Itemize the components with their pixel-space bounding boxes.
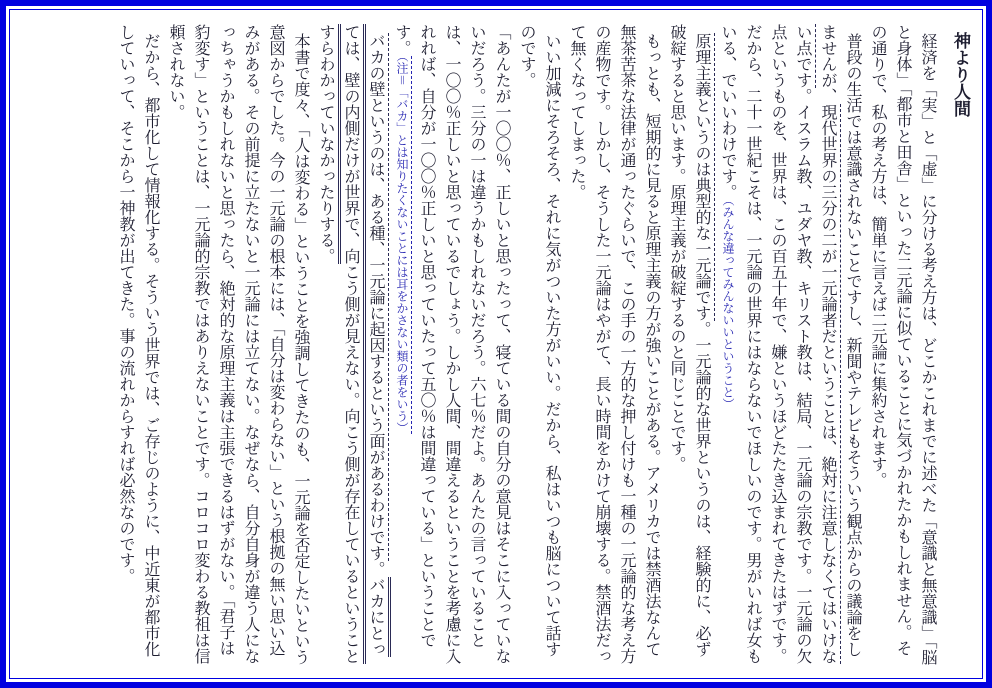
paragraph: [515, 24, 565, 666]
emphasized-text: 現代世界の三分の二が一元論者だということは、絶対に注意しなくてはいけない点です: [794, 24, 841, 664]
body-text: 。一元論的な世界というのは、経験的に、必ず破綻すると思います。原理主義が破綻するのと同じことです。: [668, 24, 712, 657]
body-text: 。イスラム教、ユダヤ教、キリスト教は、結局、一元論の宗教です。一元論の欠点というものを、世界は、この百五十年で、嫌というほどたたき込まれてきたはずです。だから、二十一世紀こそは、一元論の世界にはならないでほしいのです。男がいれば女もいる、でいいわけです。: [719, 24, 813, 664]
emphasized-text: バカの壁というのは、ある種、一元論に起因するという面があるわけです: [367, 33, 389, 561]
page-inner-frame: [9, 9, 983, 679]
body-text: いい加減にそろそろ、それに気がついた方がいい。だから、私はいつも脳について話すのです。: [518, 24, 562, 657]
inline-annotation: （みんな違ってみんないいということ）: [721, 200, 735, 410]
paragraph: [866, 24, 941, 666]
body-text: 普段の生活では意識されないことですし、新聞やテレビもそういう観点からの議論をしませんが、: [819, 24, 863, 657]
inline-annotation: （注＝「バカ」とは知りたくないことには耳をかさない類の者をいう）: [395, 56, 412, 434]
paragraph: [114, 24, 164, 666]
emphasized-text: バカにとっては、壁の内側だけが世界で、向こう側が見えない。向こう側が存在しているということすらわかっていなかったりする。: [317, 24, 391, 664]
paragraph: [164, 24, 314, 666]
body-text: 。: [367, 561, 386, 577]
body-text: だから、都市化して情報化する。そういう世界では、ご存じのように、中近東が都市化していって、そこから一神教が出てきた。事の流れからすれば必然なのです。: [117, 24, 161, 657]
paragraph: [665, 24, 715, 666]
paragraph: [314, 24, 389, 666]
body-text: 「あんたが一〇〇％、正しいと思ったって、寝ている間の自分の意見はそこに入っていないだろう。三分の一は違うかもしれないだろう。六七％だよ。あんたの言っていることは、一〇〇％正しいと思っているでしょう。しかし人間、間違えるということを考慮に入れれば、自分が一〇〇％正しいと思っていたって五〇％は間違っている」ということです。: [393, 24, 512, 664]
paragraph: [389, 24, 515, 666]
document-body: [18, 24, 974, 666]
body-text: 本書で度々、「人は変わる」ということを強調してきたのも、一元論を否定したいという意図からでした。今の一元論の根本には、「自分は変わらない」という根拠の無い思い込みがある。その前提に立たないと一元論には立てない。なぜなら、自分自身が違う人になっちゃうかもしれないと思ったら、絶対的な原理主義は主張できるはずがない。「君子は豹変す」ということは、一元論的宗教ではありえないことです。コロコロ変わる教祖は信頼されない。: [167, 24, 311, 665]
paragraph: [715, 24, 866, 666]
page-title: 神より人間: [950, 32, 970, 117]
paragraph: [565, 24, 665, 666]
body-text: 経済を「実」と「虚」に分ける考え方は、どこかこれまでに述べた「意識と無意識」「脳と身体」「都市と田舎」といった二元論に似ていることに気づかれたかもしれません。その通りで、私の考え方は、簡単に言えば二元論に集約されます。: [869, 24, 938, 665]
emphasized-text: 原理主義というのは典型的な一元論です: [693, 33, 715, 321]
body-text: もっとも、短期的に見ると原理主義の方が強いことがある。アメリカでは禁酒法なんて無茶苦茶な法律が通ったぐらいで、この手の一方的な押し付けも一種の一元論的な考え方の産物です。しかし、そうした一元論はやがて、長い時間をかけて崩壊する。禁酒法だって無くなってしまった。: [568, 24, 662, 664]
